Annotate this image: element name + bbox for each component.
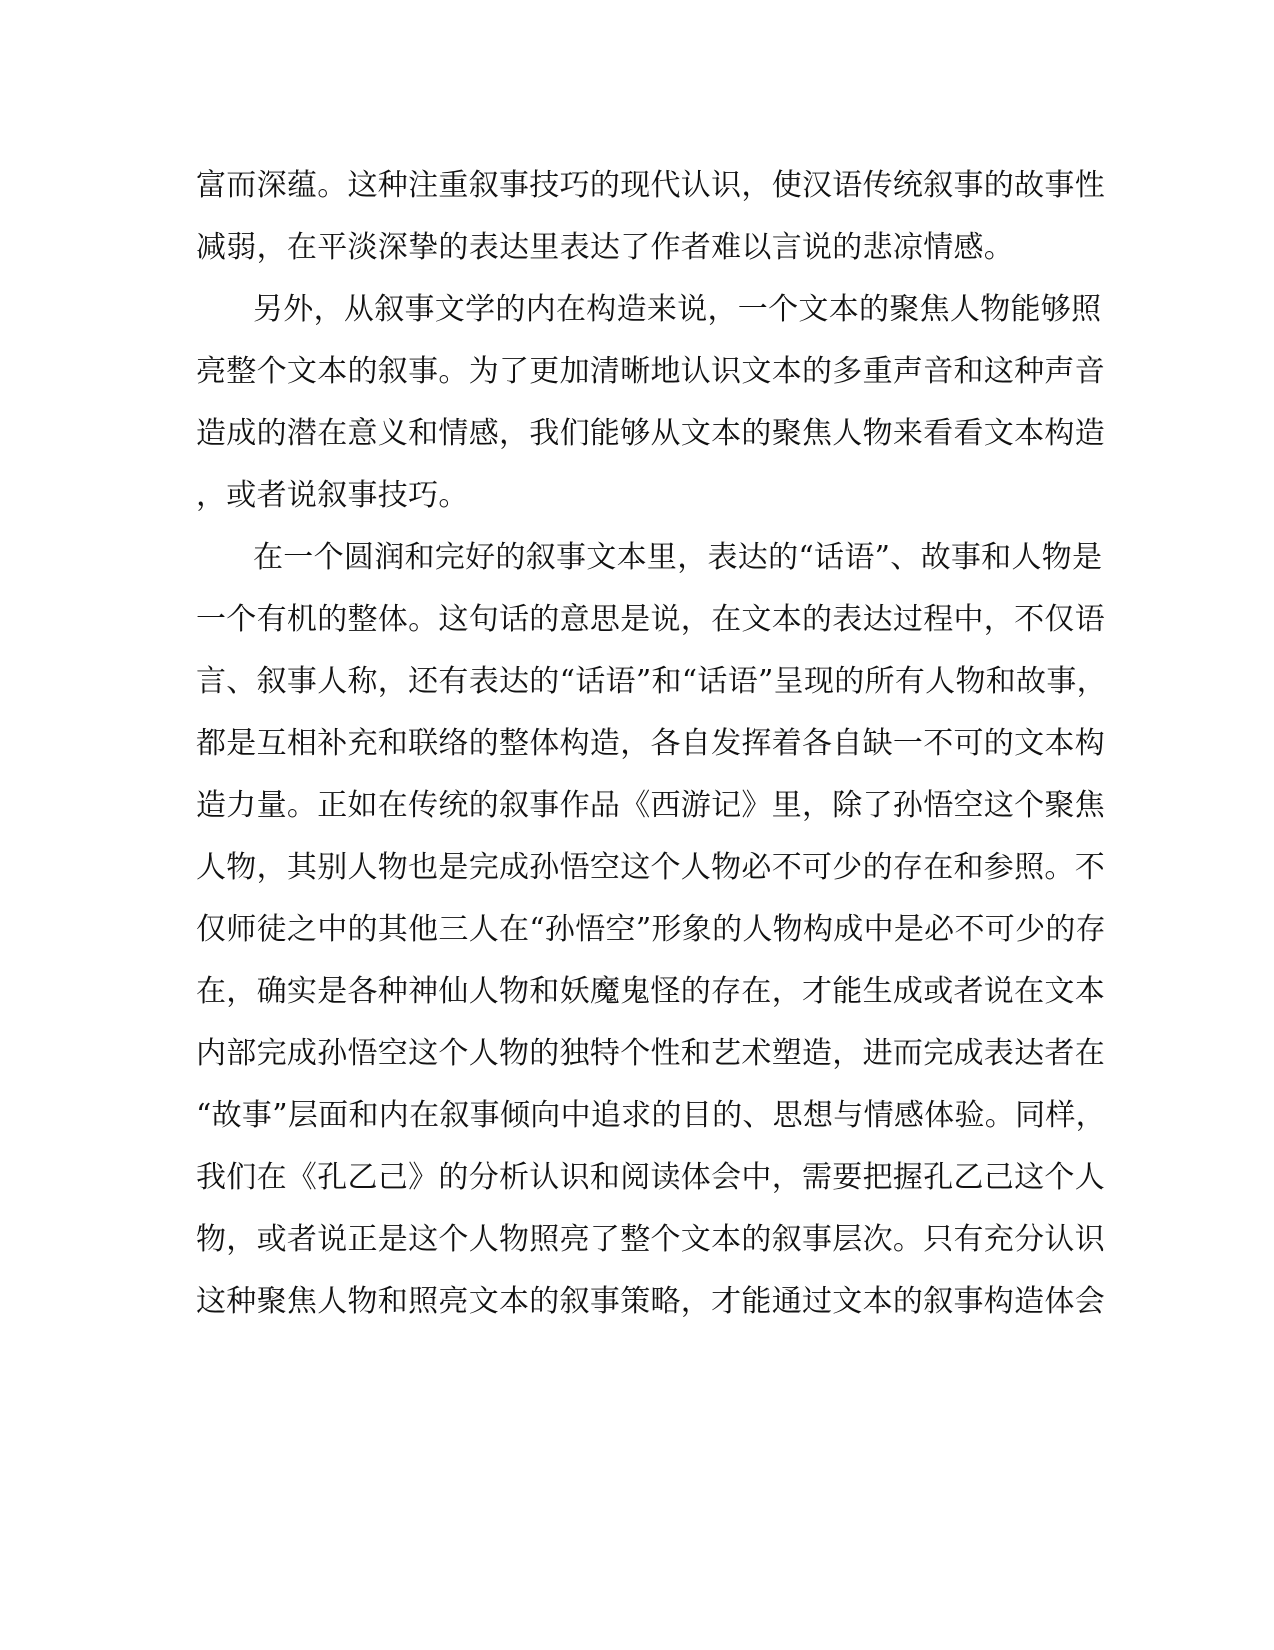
- text-line: 仅师徒之中的其他三人在“孙悟空”形象的人物构成中是必不可少的存: [196, 912, 1106, 947]
- text-line: 一个有机的整体。这句话的意思是说，在文本的表达过程中，不仅语: [196, 602, 1105, 637]
- paragraph-start-line: 在一个圆润和完好的叙事文本里，表达的“话语”、故事和人物是: [253, 540, 1103, 575]
- text-line: 造力量。正如在传统的叙事作品《西游记》里，除了孙悟空这个聚焦: [196, 788, 1105, 823]
- text-line: 这种聚焦人物和照亮文本的叙事策略，才能通过文本的叙事构造体会: [196, 1284, 1105, 1319]
- text-line: 内部完成孙悟空这个人物的独特个性和艺术塑造，进而完成表达者在: [196, 1036, 1105, 1071]
- text-line: 造成的潜在意义和情感，我们能够从文本的聚焦人物来看看文本构造: [196, 416, 1105, 451]
- paragraph-start-line: 另外，从叙事文学的内在构造来说，一个文本的聚焦人物能够照: [253, 292, 1102, 327]
- text-line: 物，或者说正是这个人物照亮了整个文本的叙事层次。只有充分认识: [196, 1222, 1105, 1257]
- text-line: 人物，其别人物也是完成孙悟空这个人物必不可少的存在和参照。不: [196, 850, 1105, 885]
- text-line: 都是互相补充和联络的整体构造，各自发挥着各自缺一不可的文本构: [196, 726, 1105, 761]
- text-line: “故事”层面和内在叙事倾向中追求的目的、思想与情感体验。同样，: [196, 1098, 1106, 1133]
- text-line: ，或者说叙事技巧。: [196, 478, 469, 513]
- text-line: 富而深蕴。这种注重叙事技巧的现代认识，使汉语传统叙事的故事性: [196, 168, 1105, 203]
- text-line: 亮整个文本的叙事。为了更加清晰地认识文本的多重声音和这种声音: [196, 354, 1105, 389]
- text-line: 在，确实是各种神仙人物和妖魔鬼怪的存在，才能生成或者说在文本: [196, 974, 1105, 1009]
- text-line: 减弱，在平淡深挚的表达里表达了作者难以言说的悲凉情感。: [196, 230, 1015, 265]
- text-line: 言、叙事人称，还有表达的“话语”和“话语”呈现的所有人物和故事，: [196, 664, 1107, 699]
- text-line: 我们在《孔乙己》的分析认识和阅读体会中，需要把握孔乙己这个人: [196, 1160, 1105, 1195]
